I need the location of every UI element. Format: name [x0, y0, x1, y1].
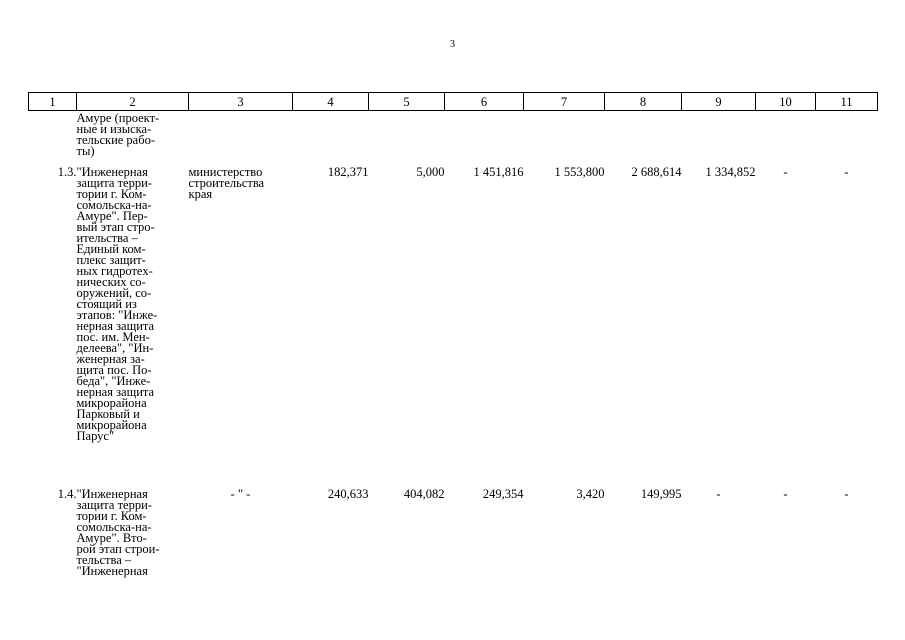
table-row-continuation — [29, 111, 878, 164]
name-line: нических со- — [76, 275, 146, 289]
header-cell-9: 9 — [682, 93, 756, 111]
executor-line: строительства — [188, 176, 265, 190]
value-cell-4: 182,371 — [327, 165, 369, 179]
value-cell-4: 240,633 — [327, 487, 369, 501]
name-line: "Инженерная — [76, 564, 148, 578]
executor-line: края — [188, 187, 213, 201]
name-line: микрорайона — [76, 396, 147, 410]
value-cell-5: 404,082 — [403, 487, 445, 501]
header-cell-8: 8 — [605, 93, 682, 111]
name-line: ные и изыска- — [76, 122, 152, 136]
value-cell-10: - — [783, 487, 788, 501]
value-cell-9: - — [716, 487, 721, 501]
name-line: плекс защит- — [76, 253, 146, 267]
name-line: "Инженерная — [76, 165, 148, 179]
executor-line: министерство — [188, 165, 263, 179]
name-line: Парковый и — [76, 407, 140, 421]
name-line: щита пос. По- — [76, 363, 152, 377]
name-line: "Инженерная — [76, 487, 148, 501]
item-name-cell — [77, 111, 189, 164]
value-cell-10: - — [783, 165, 788, 179]
name-line: Амуре". Вто- — [76, 531, 147, 545]
header-cell-3: 3 — [189, 93, 293, 111]
program-table — [28, 92, 878, 577]
name-line: ных гидротех- — [76, 264, 153, 278]
page-number: 3 — [450, 39, 455, 50]
value-cell-11: - — [844, 487, 849, 501]
name-line: ительства – — [76, 231, 138, 245]
header-cell-11: 11 — [816, 93, 878, 111]
table-row — [29, 485, 878, 577]
table-row — [29, 163, 878, 485]
value-cell-5: 5,000 — [416, 165, 445, 179]
item-name-cell — [77, 163, 189, 485]
header-cell-6: 6 — [445, 93, 524, 111]
value-cell-9: 1 334,852 — [705, 165, 756, 179]
name-line: защита терри- — [76, 176, 152, 190]
name-line: защита терри- — [76, 498, 152, 512]
name-line: Амуре (проект- — [76, 111, 160, 125]
item-number: 1.3. — [57, 165, 77, 179]
executor-cell — [189, 163, 293, 485]
name-line: Парус" — [76, 429, 115, 443]
header-cell-5: 5 — [369, 93, 445, 111]
name-line: беда", "Инже- — [76, 374, 151, 388]
name-line: стоящий из — [76, 297, 137, 311]
value-cell-6: 249,354 — [482, 487, 524, 501]
value-cell-8: 2 688,614 — [631, 165, 682, 179]
header-cell-10: 10 — [756, 93, 816, 111]
name-line: пос. им. Мен- — [76, 330, 150, 344]
name-line: Амуре". Пер- — [76, 209, 148, 223]
name-line: нерная защита — [76, 385, 155, 399]
name-line: сомольска-на- — [76, 520, 152, 534]
name-line: оружений, со- — [76, 286, 152, 300]
name-line: сомольска-на- — [76, 198, 152, 212]
name-line: тельства – — [76, 553, 132, 567]
header-cell-1: 1 — [29, 93, 77, 111]
name-line: тории г. Ком- — [76, 187, 147, 201]
value-cell-6: 1 451,816 — [473, 165, 524, 179]
name-line: вый этап стро- — [76, 220, 155, 234]
header-cell-7: 7 — [524, 93, 605, 111]
value-cell-7: 1 553,800 — [554, 165, 605, 179]
name-line: нерная защита — [76, 319, 155, 333]
name-line: ты) — [76, 144, 95, 158]
header-row — [29, 93, 878, 111]
name-line: тории г. Ком- — [76, 509, 147, 523]
header-cell-4: 4 — [293, 93, 369, 111]
value-cell-7: 3,420 — [576, 487, 605, 501]
item-number: 1.4. — [57, 487, 77, 501]
header-cell-2: 2 — [77, 93, 189, 111]
name-line: Единый ком- — [76, 242, 146, 256]
executor-cell: - " - — [230, 487, 251, 501]
name-line: микрорайона — [76, 418, 147, 432]
value-cell-8: 149,995 — [640, 487, 682, 501]
item-name-cell — [77, 485, 189, 577]
name-line: этапов: "Инже- — [76, 308, 158, 322]
value-cell-11: - — [844, 165, 849, 179]
name-line: тельские рабо- — [76, 133, 156, 147]
name-line: рой этап строи- — [76, 542, 160, 556]
name-line: делеева", "Ин- — [76, 341, 154, 355]
name-line: женерная за- — [76, 352, 145, 366]
